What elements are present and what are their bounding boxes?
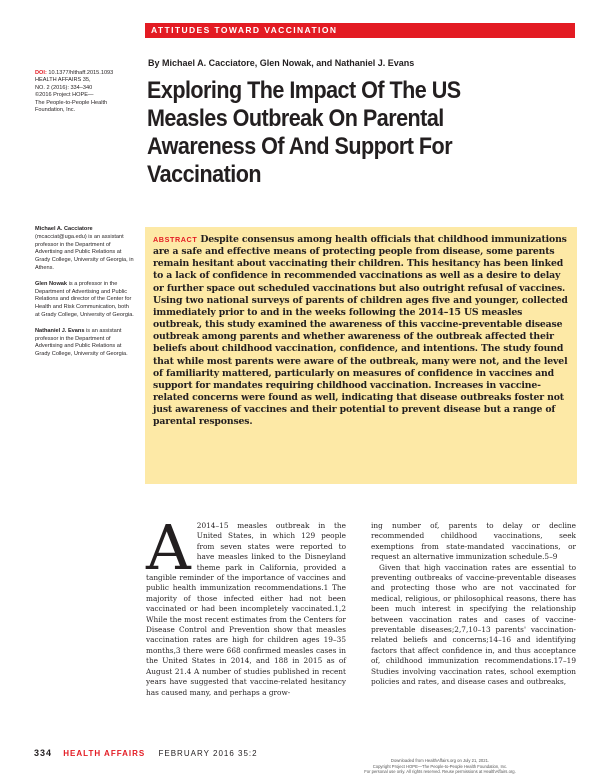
article-meta [35, 70, 135, 114]
body-paragraph: Given that high vaccination rates are essential to preventing outbreaks of vaccine-preventable diseases and protecting those who are not vaccinated for medical, religious, or philosophical reasons, there has been much interest in specifying the relationship between vaccination rates and cases of vaccine-preventable diseases;2,7,10–13 parents' vaccination-related beliefs and concerns;14–16 and identifying factors that affect confidence in, and thus acceptance of, childhood immunization recommendations.17–19 Studies involving vaccination rates, school exemption policies and rates, and disease cases and outbreaks, [371, 562, 576, 687]
issue-date: FEBRUARY 2016 35:2 [158, 749, 258, 758]
download-line: Downloaded from HealthAffairs.org on July 21, 2021. [390, 758, 490, 763]
author-bio-text: is an assistant professor in the Department of Advertising and Public Relations at Grady College, University of Georgia. [35, 327, 128, 358]
abstract-text: Despite consensus among health officials that childhood immunizations are a safe and effective means of protecting people from disease, some parents remain hesitant about vaccinating their children. This hesitancy has been linked to a lack of confidence in recommended vaccinations as well as a desire to delay or further space out scheduled vaccinations but also outright refusal of vaccines. Using two national surveys of parents of children ages five and younger, collected immediately prior to and in the weeks following the 2014–15 US measles outbreak, this study examined the awareness of this vaccine-preventable disease outbreak among parents and whether awareness of the outbreak affected their beliefs about childhood vaccination, confidence, and intentions. The study found that while most parents were aware of the outbreak, many were not, and the level of familiarity mattered, particularly on measures of confidence in vaccines and support for mandates requiring childhood vaccination. Increases in vaccine-related concerns were found as well, indicating that disease outbreaks foster not just awareness of vaccines and their potential to prevent disease but a range of parental responses. [153, 234, 568, 428]
body-column-1 [146, 511, 346, 698]
body-paragraph: 2014–15 measles outbreak in the United States, in which 129 people from seven states were reported to have measles linked to the Disneyland theme park in California, provided a tangible reminder of the importance of vaccines and public health immunization recommendations.1 The majority of those infected either had not been vaccinated or had been incompletely vaccinated.1,2 While the most recent estimates from the Centers for Disease Control and Prevention show that measles vaccination rates are high for children ages 19–35 months,3 there were 668 confirmed measles cases in the United States in 2014, and 188 in 2015 as of August 21.4 A number of studies published in recent years have suggested that vaccine-related hesitancy has caused many, and perhaps a grow- [146, 521, 346, 697]
page-number: 334 [34, 748, 53, 758]
publisher-line-1: The People-to-People Health [35, 99, 108, 106]
journal-volume: HEALTH AFFAIRS 35, [35, 77, 91, 84]
author-name: Glen Nowak [35, 280, 68, 287]
author-name: Michael A. Cacciatore [35, 226, 93, 232]
abstract-box [145, 227, 577, 484]
article-title [147, 77, 517, 189]
author-bio-text: is a professor in the Department of Advertising and Public Relations and director of the Center for Health and Risk Communication, both at Grady College, University of Georgia. [35, 280, 134, 318]
publisher-line-2: Foundation, Inc. [35, 107, 76, 114]
author-bio [35, 281, 135, 320]
journal-name: HEALTH AFFAIRS [63, 749, 146, 758]
byline: By Michael A. Cacciatore, Glen Nowak, and Nathaniel J. Evans [148, 58, 415, 68]
drop-cap: A [146, 511, 191, 584]
doi-label: DOI: [35, 70, 47, 76]
download-line: For personal use only. All rights reserved. Reuse permissions at HealthAffairs.org. [364, 769, 516, 775]
title-line: Exploring The Impact Of The US [147, 77, 461, 104]
doi-value[interactable]: 10.1377/hlthaff.2015.1093 [48, 70, 114, 76]
body-paragraph: ing number of, parents to delay or decline recommended childhood vaccinations, seek exemptions from state-mandated vaccinations, or request an alternative immunization schedule.5–9 [371, 521, 576, 562]
title-line: Vaccination [147, 161, 262, 188]
title-line: Awareness Of And Support For [147, 133, 453, 160]
download-notice [300, 758, 580, 775]
author-bio [35, 328, 135, 359]
journal-issue: NO. 2 (2016): 334–340 [35, 84, 93, 91]
author-bio-text: (mcacciat@uga.edu) is an assistant professor in the Department of Advertising and Public Relations at Grady College, University of Georgia, in Athens. [35, 233, 134, 271]
abstract-label: ABSTRACT [153, 235, 198, 244]
page-footer [34, 748, 258, 758]
body-column-2 [371, 521, 576, 688]
author-name: Nathaniel J. Evans [35, 327, 85, 334]
author-bio [35, 226, 135, 273]
download-line: Copyright Project HOPE—The People-to-People Health Foundation, Inc. [372, 763, 508, 769]
title-line: Measles Outbreak On Parental [147, 105, 444, 132]
copyright: ©2016 Project HOPE— [35, 92, 94, 99]
section-banner: ATTITUDES TOWARD VACCINATION [145, 23, 575, 38]
author-bios [35, 226, 135, 367]
